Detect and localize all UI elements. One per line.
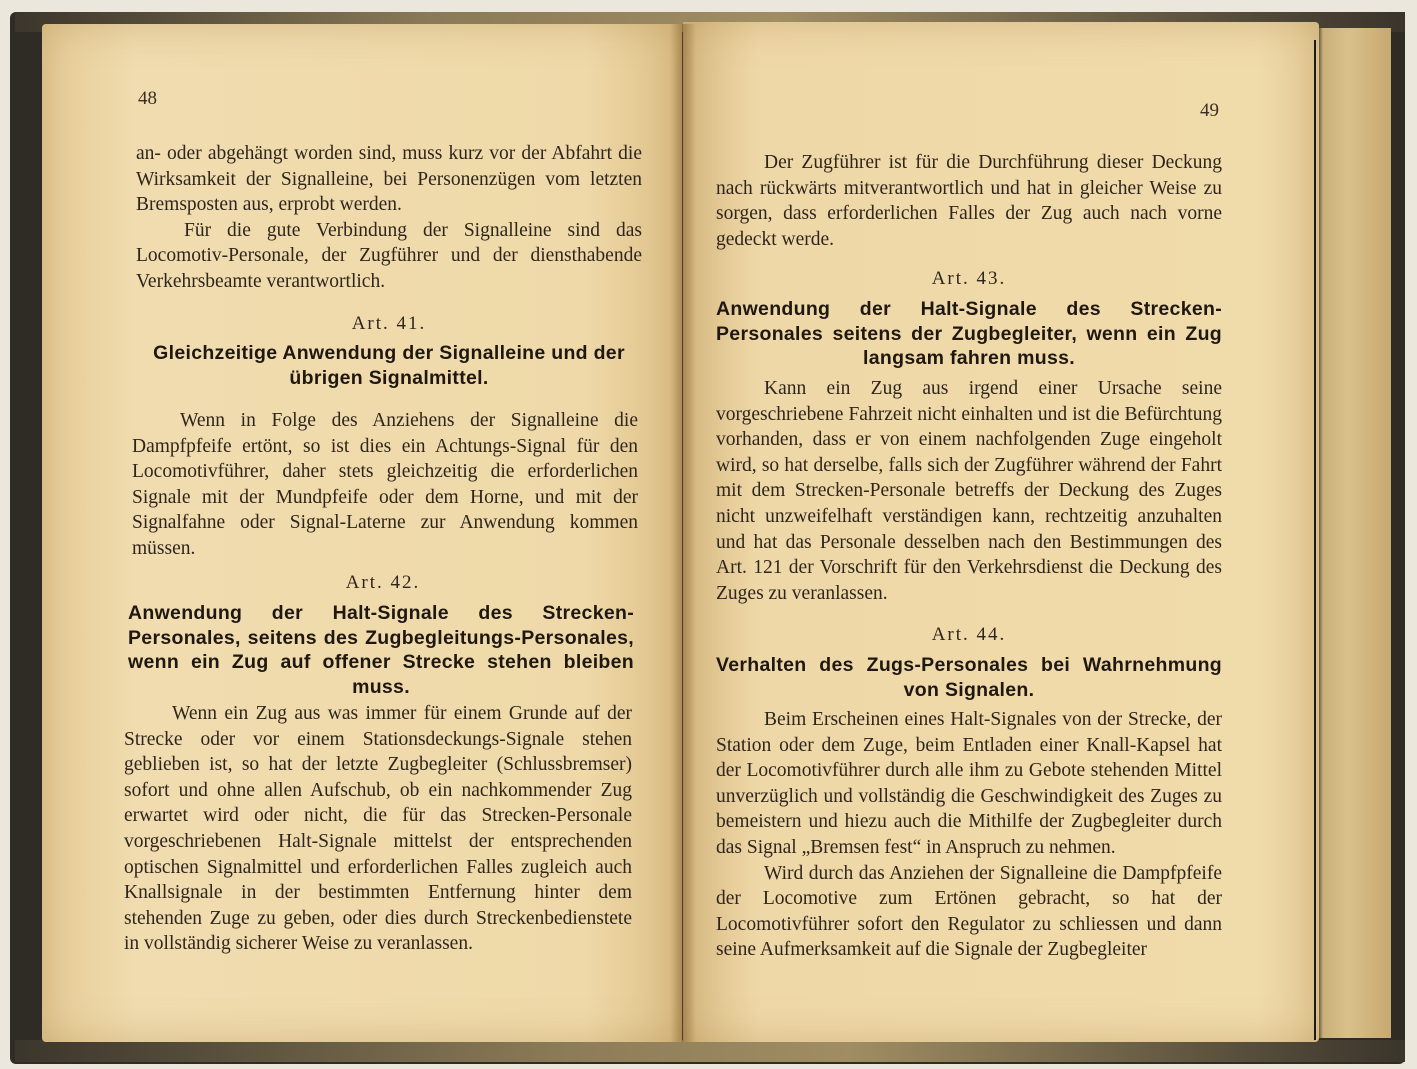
art-44-label: Art. 44.	[931, 624, 1007, 645]
art-43-paragraph: Kann ein Zug aus irgend einer Ursache seine vorgeschriebene Fahrzeit nicht einhalten und ist die Befürchtung vorhanden, dass er von einem nachfolgenden Zuge eingeholt wird, so hat derselbe, falls sich der Zugführer während der Fahrt mit dem Strecken-Personale betreffs der Deckung des Zuges nicht unzweifelhaft verständigen kann, rechtzeitig anzuhalten und hat das Personale desselben nach den Bestimmungen des Art. 121 der Vorschrift für den Verkehrsdienst die Deckung des Zuges zu veranlassen.	[716, 378, 1222, 604]
art-42-heading: Anwendung der Halt-Signale des Strecken-Personales, seitens des Zugbegleitungs-Personales, wenn ein Zug auf offener Strecke stehen bleiben muss.	[128, 602, 634, 698]
page-number-left: 48	[138, 88, 157, 109]
left-intro-paragraph-2: Für die gute Verbindung der Signalleine sind das Locomotiv-Personale, der Zugführer und der diensthabende Verkehrsbeamte verantwortlich.	[136, 219, 642, 292]
art-43-heading: Anwendung der Halt-Signale des Strecken-Personales seitens der Zugbegleiter, wenn ein Zug langsam fahren muss.	[716, 298, 1222, 369]
art-43-text	[716, 376, 1222, 606]
right-intro-paragraph: Der Zugführer ist für die Durchführung dieser Deckung nach rückwärts mitverantwortlich und hat in gleicher Weise zu sorgen, dass erforderlichen Falles der Zug auch nach vorne gedeckt werde.	[716, 152, 1222, 250]
art-42-label: Art. 42.	[345, 572, 421, 593]
art-41-paragraph: Wenn in Folge des Anziehens der Signalleine die Dampfpfeife ertönt, so ist dies ein Achtungs-Signal für den Locomotivführer, daher stets gleichzeitig die erforderlichen Signale mit der Mundpfeife oder dem Horne, und mit der Signalfahne oder Signal-Laterne zur Anwendung kommen müssen.	[132, 410, 638, 559]
endpaper-edge	[1319, 28, 1391, 1038]
book-gutter	[670, 24, 696, 1042]
cover-edge-bottom	[15, 1040, 1405, 1062]
page-number-right: 49	[1200, 100, 1219, 121]
art-41-heading: Gleichzeitige Anwendung der Signalleine und der übrigen Signalmittel.	[153, 342, 625, 389]
art-42-paragraph: Wenn ein Zug aus was immer für einem Grunde auf der Strecke oder vor einem Stationsdeckungs-Signale stehen geblieben ist, so hat der letzte Zugbegleiter (Schlussbremser) sofort und ohne allen Aufschub, ob ein nachkommender Zug erwartet wird oder nicht, die für das Strecken-Personale vorgeschriebenen Halt-Signale mittelst der entsprechenden optischen Signalmittel und erforderlichen Falles zugleich auch Knallsignale in der bestimmten Entfernung hinter dem stehenden Zuge zu geben, oder dies durch Streckenbedienstete in vollständig sicherer Weise zu veranlassen.	[124, 703, 632, 955]
left-intro-text	[136, 141, 642, 295]
right-intro-text	[716, 150, 1222, 252]
art-44-heading: Verhalten des Zugs-Personales bei Wahrnehmung von Signalen.	[716, 654, 1222, 701]
art-43-label: Art. 43.	[931, 268, 1007, 289]
art-44-text	[716, 707, 1222, 963]
art-42-text	[124, 701, 632, 957]
page-edge-line	[1314, 40, 1316, 1040]
art-44-paragraph-2: Wird durch das Anziehen der Signalleine die Dampfpfeife der Locomotive zum Ertönen gebracht, so hat der Locomotivführer sofort den Regulator zu schliessen und dann seine Aufmerksamkeit auf die Signale der Zugbegleiter	[716, 862, 1222, 961]
art-41-text	[132, 408, 638, 562]
art-41-label: Art. 41.	[351, 313, 427, 334]
art-44-paragraph-1: Beim Erscheinen eines Halt-Signales von der Strecke, der Station oder dem Zuge, beim Entladen einer Knall-Kapsel hat der Locomotivführer durch alle ihm zu Gebote stehenden Mittel unverzüglich und vollständig die Geschwindigkeit des Zuges zu bemeistern und hiezu auch die Mithilfe der Zugbegleiter durch das Signal „Bremsen fest“ in Anspruch zu nehmen.	[716, 709, 1222, 858]
left-intro-paragraph-1: an- oder abgehängt worden sind, muss kurz vor der Abfahrt die Wirksamkeit der Signalleine, bei Personenzügen vom letzten Bremsposten aus, erprobt werden.	[136, 143, 642, 216]
